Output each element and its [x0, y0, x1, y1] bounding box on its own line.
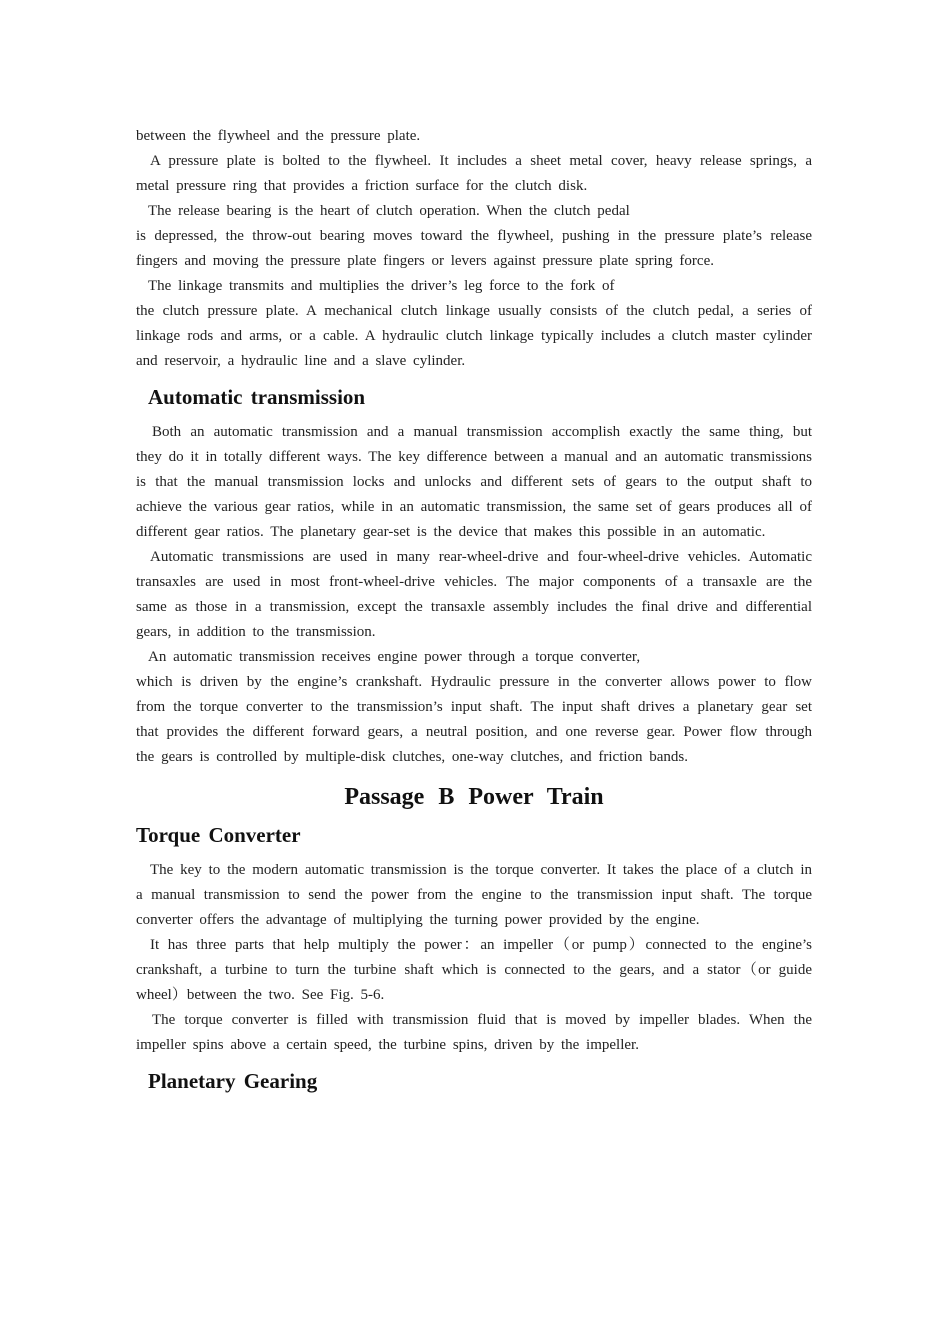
page-body: [136, 124, 812, 1094]
clutch-paragraph-end: between the flywheel and the pressure plate.: [136, 128, 421, 144]
release-bearing-paragraph: is depressed, the throw-out bearing moves toward the flywheel, pushing in the pressure plate’s release fingers and moving the pressure plate fingers or levers against pressure plate spring force.: [136, 228, 812, 269]
linkage-line: The linkage transmits and multiplies the driver’s leg force to the fork of: [148, 278, 615, 294]
passage-title: Passage B Power Train: [344, 784, 604, 810]
torque-converter-heading: Torque Converter: [136, 823, 301, 847]
torque-paragraph-2: It has three parts that help multiply the power：an impeller（or pump）connected to the engine’s crankshaft, a turbine to turn the turbine shaft which is connected to the gears, and a stator（or guide wheel）between the two. See Fig. 5-6.: [136, 937, 812, 1003]
automatic-paragraph-3: which is driven by the engine’s crankshaft. Hydraulic pressure in the converter allows power to flow from the torque converter to the transmission’s input shaft. The input shaft drives a planetary gear set that provides the different forward gears, a neutral position, and one reverse gear. Power flow through the gears is controlled by multiple-disk clutches, one-way clutches, and friction bands.: [136, 674, 812, 765]
linkage-paragraph: the clutch pressure plate. A mechanical clutch linkage usually consists of the clutch pedal, a series of linkage rods and arms, or a cable. A hydraulic clutch linkage typically includes a clutch master cylinder and reservoir, a hydraulic line and a slave cylinder.: [136, 303, 812, 369]
automatic-transmission-heading: Automatic transmission: [148, 385, 366, 409]
pressure-plate-paragraph: A pressure plate is bolted to the flywheel. It includes a sheet metal cover, heavy release springs, a metal pressure ring that provides a friction surface for the clutch disk.: [136, 153, 812, 194]
automatic-paragraph-1: Both an automatic transmission and a manual transmission accomplish exactly the same thing, but they do it in totally different ways. The key difference between a manual and an automatic transmissions is that the manual transmission locks and unlocks and different sets of gears to the output shaft to achieve the various gear ratios, while in an automatic transmission, the same set of gears produces all of different gear ratios. The planetary gear-set is the device that makes this possible in an automatic.: [136, 424, 812, 540]
automatic-line-3: An automatic transmission receives engine power through a torque converter,: [148, 649, 641, 665]
torque-paragraph-1: The key to the modern automatic transmission is the torque converter. It takes the place of a clutch in a manual transmission to send the power from the engine to the transmission input shaft. The torque converter offers the advantage of multiplying the turning power provided by the engine.: [136, 862, 812, 928]
planetary-gearing-heading: Planetary Gearing: [148, 1069, 318, 1093]
torque-paragraph-3: The torque converter is filled with transmission fluid that is moved by impeller blades. When the impeller spins above a certain speed, the turbine spins, driven by the impeller.: [136, 1012, 812, 1053]
release-bearing-line: The release bearing is the heart of clutch operation. When the clutch pedal: [148, 203, 630, 219]
automatic-paragraph-2: Automatic transmissions are used in many rear-wheel-drive and four-wheel-drive vehicles. Automatic transaxles are used in most front-wheel-drive vehicles. The major components of a transaxle are the same as those in a transmission, except the transaxle assembly includes the final drive and differential gears, in addition to the transmission.: [136, 549, 812, 640]
